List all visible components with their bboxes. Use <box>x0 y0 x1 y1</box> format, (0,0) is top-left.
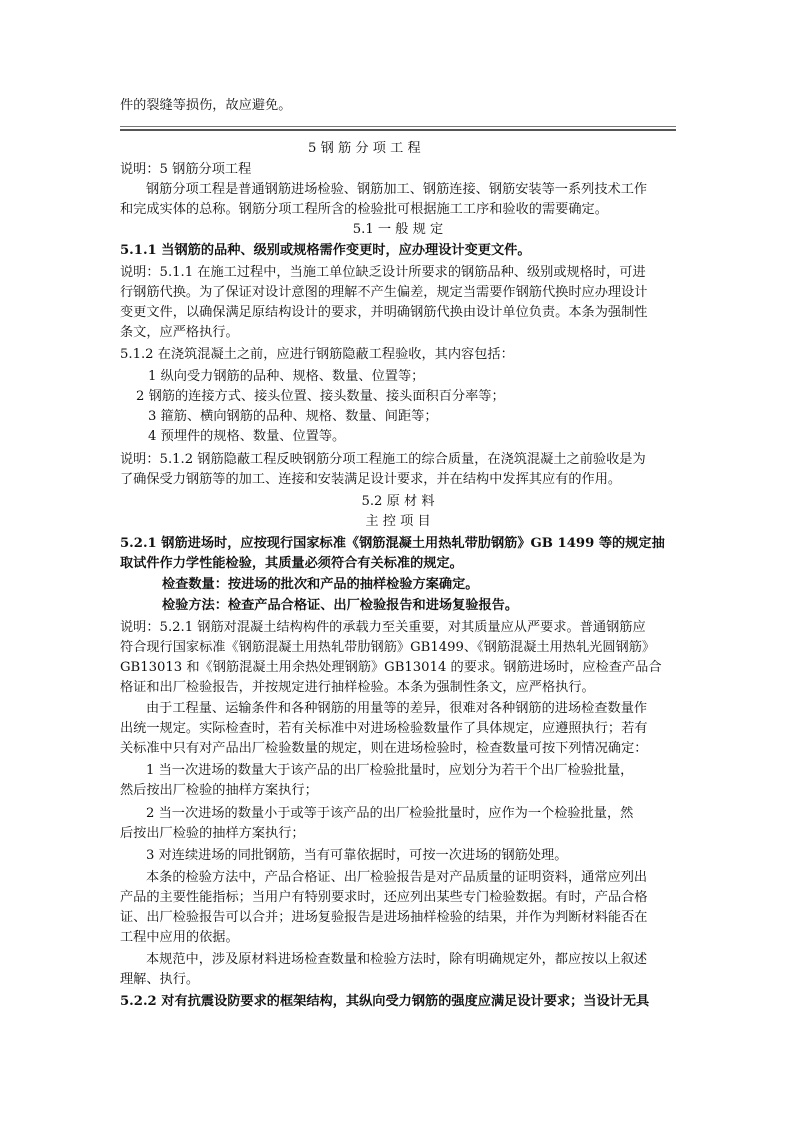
text-line: 2 当一次进场的数量小于或等于该产品的出厂检验批量时，应作为一个检验批量，然 <box>146 806 634 821</box>
text-line: 和完成实体的总称。钢筋分项工程所含的检验批可根据施工工序和验收的需要确定。 <box>120 202 608 217</box>
text-line: 由于工程量、运输条件和各种钢筋的用量等的差异，很难对各种钢筋的进场检查数量作 <box>146 701 648 716</box>
text-line: 工程中应用的依据。 <box>120 930 239 945</box>
text-line: 5.1.1 当钢筋的品种、级别或规格需作变更时，应办理设计变更文件。 <box>120 243 531 258</box>
text-line: GB13013 和《钢筋混凝土用余热处理钢筋》GB13014 的要求。钢筋进场时，应检查产品合 <box>120 660 662 675</box>
text-line: 5.2.1 钢筋进场时，应按现行国家标准《钢筋混凝土用热轧带肋钢筋》GB 1499 等的规定抽 <box>120 536 665 551</box>
text-line: 4 预埋件的规格、数量、位置等。 <box>148 429 346 444</box>
text-line: 5.1.2 在浇筑混凝土之前，应进行钢筋隐蔽工程验收，其内容包括： <box>120 347 514 362</box>
text-line: 说明：5.1.1 在施工过程中，当施工单位缺乏设计所要求的钢筋品种、级别或规格时，可进 <box>120 265 646 280</box>
text-line: 了确保受力钢筋等的加工、连接和安装满足设计要求，并在结构中发挥其应有的作用。 <box>120 472 622 487</box>
text-line: 检验方法：检查产品合格证、出厂检验报告和进场复验报告。 <box>162 598 519 613</box>
text-line: 本条的检验方法中，产品合格证、出厂检验报告是对产品质量的证明资料，通常应列出 <box>146 870 648 885</box>
header-rule-thin <box>120 126 676 127</box>
text-line: 出统一规定。实际检查时，若有关标准中对进场检验数量作了具体规定，应遵照执行；若有 <box>120 721 648 736</box>
text-line: 关标准中只有对产品出厂检验数量的规定，则在进场检验时，检查数量可按下列情况确定： <box>120 741 648 756</box>
text-line: 主 控 项 目 <box>365 514 431 529</box>
text-line: 2 钢筋的连接方式、接头位置、接头数量、接头面积百分率等； <box>136 389 505 404</box>
text-line: 然后按出厂检验的抽样方案执行； <box>120 783 318 798</box>
text-line: 取试件作力学性能检验，其质量必须符合有关标准的规定。 <box>120 556 463 571</box>
text-line: 格证和出厂检验报告，并按规定进行抽样检验。本条为强制性条文，应严格执行。 <box>120 680 595 695</box>
text-line: 3 对连续进场的同批钢筋，当有可靠依据时，可按一次进场的钢筋处理。 <box>146 848 568 863</box>
text-line: 1 当一次进场的数量大于该产品的出厂检验批量时，应划分为若干个出厂检验批量， <box>146 763 634 778</box>
text-line: 理解、执行。 <box>120 972 200 987</box>
text-line: 5.2 原 材 料 <box>361 494 435 509</box>
text-line: 条文，应严格执行。 <box>120 325 239 340</box>
text-line: 变更文件，以确保满足原结构设计的要求，并明确钢筋代换由设计单位负责。本条为强制性 <box>120 305 648 320</box>
text-line: 说明：5.2.1 钢筋对混凝土结构构件的承载力至关重要，对其质量应从严要求。普通钢筋应 <box>120 620 646 635</box>
text-line: 产品的主要性能指标；当用户有特别要求时，还应列出某些专门检验数据。有时，产品合格 <box>120 890 648 905</box>
text-line: 行钢筋代换。为了保证对设计意图的理解不产生偏差，规定当需要作钢筋代换时应办理设计 <box>120 285 648 300</box>
text-line: 1 纵向受力钢筋的品种、规格、数量、位置等； <box>148 369 425 384</box>
text-line: 5.2.2 对有抗震设防要求的框架结构，其纵向受力钢筋的强度应满足设计要求；当设计无具 <box>120 994 650 1009</box>
text-line: 钢筋分项工程是普通钢筋进场检验、钢筋加工、钢筋连接、钢筋安装等一系列技术工作 <box>146 182 648 197</box>
text-line: 符合现行国家标准《钢筋混凝土用热轧带肋钢筋》GB1499、《钢筋混凝土用热轧光圆钢筋》 <box>120 640 656 655</box>
text-line: 说明：5.1.2 钢筋隐蔽工程反映钢筋分项工程施工的综合质量，在浇筑混凝土之前验收是为 <box>120 452 646 467</box>
text-line: 检查数量：按进场的批次和产品的抽样检验方案确定。 <box>162 577 479 592</box>
text-line: 5 钢 筋 分 项 工 程 <box>308 141 421 156</box>
text-line: 本规范中，涉及原材料进场检查数量和检验方法时，除有明确规定外，都应按以上叙述 <box>146 952 648 967</box>
header-rule-thick <box>120 129 676 131</box>
text-line: 3 箍筋、横向钢筋的品种、规格、数量、间距等； <box>148 409 438 424</box>
text-line: 5.1 一 般 规 定 <box>352 222 444 237</box>
text-line: 说明：5 钢筋分项工程 <box>120 162 252 177</box>
text-line: 件的裂缝等损伤，故应避免。 <box>120 98 292 113</box>
text-line: 证、出厂检验报告可以合并；进场复验报告是进场抽样检验的结果，并作为判断材料能否在 <box>120 910 648 925</box>
text-line: 后按出厂检验的抽样方案执行； <box>120 826 305 841</box>
